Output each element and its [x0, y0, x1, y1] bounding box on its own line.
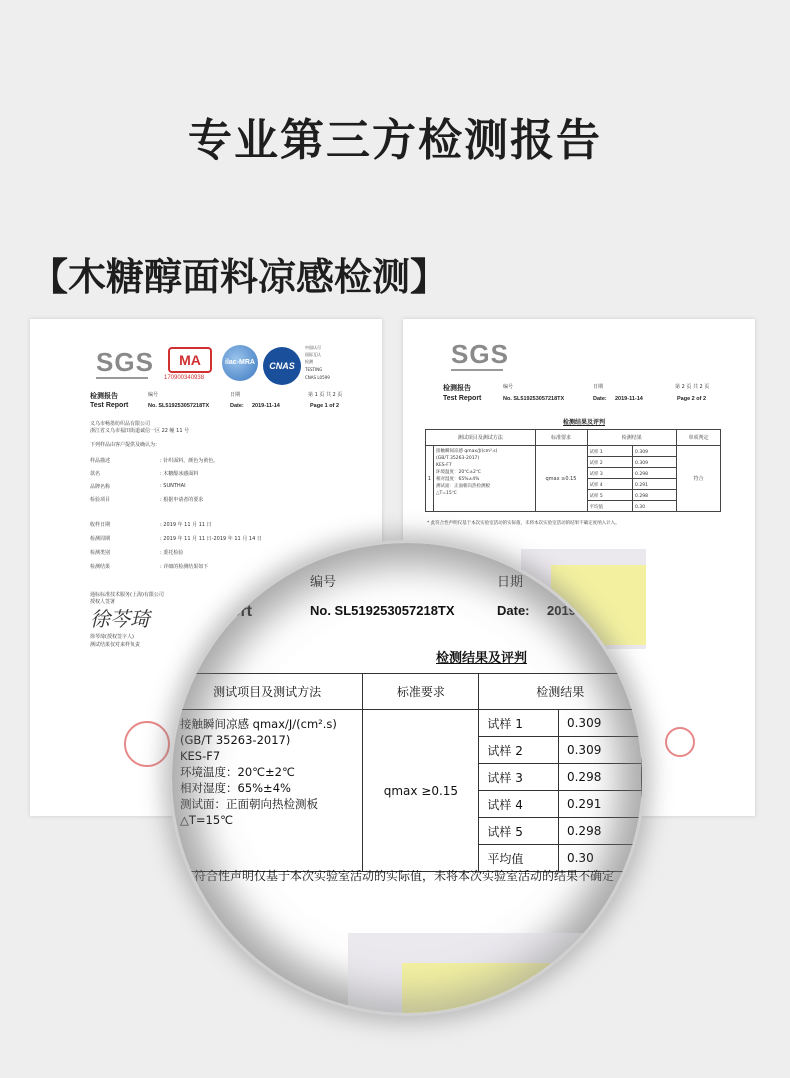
cnas-caption-3: 检测	[305, 359, 313, 364]
mag-report-number: No. SL519253057218TX	[310, 603, 455, 618]
report-label-en: Test Report	[90, 402, 129, 409]
judge-value: 符合	[693, 476, 704, 482]
cnas-caption-5: CNAS L0599	[305, 375, 330, 380]
mag-col-item: 测试项目及测试方法	[172, 674, 363, 710]
field-value: : 详细的检测结果如下	[160, 564, 209, 570]
sgs-logo: SGS	[451, 339, 509, 369]
mag-sample-value: 0.298	[558, 764, 641, 791]
field-value: : SUNTHAI	[160, 483, 186, 489]
mag-date-label: Date:	[497, 603, 530, 618]
sample-label: 试样 1	[589, 449, 603, 455]
row-number: 1	[427, 476, 432, 482]
magnifier-lens	[172, 543, 642, 1013]
col-standard: 标准要求	[550, 435, 571, 441]
sign-name: 徐琴琦(授权签字人)	[90, 634, 134, 640]
sample-value: 0.309	[635, 460, 648, 466]
sign-company: 通标标准技术服务(上海)有限公司	[90, 592, 164, 598]
mag-method-line: 相对湿度：65%±4%	[180, 781, 291, 795]
sgs-logo-underline	[96, 377, 148, 379]
date-label-cn: 日期	[593, 384, 604, 390]
client-line-1: 义乌市畅墨纺织品有限公司	[90, 421, 151, 427]
mag-report-fragment: eport	[212, 603, 252, 620]
field-value: : 委托检验	[160, 550, 184, 556]
cnas-caption-4: TESTING	[305, 367, 323, 372]
field-label: 样品描述	[90, 458, 111, 464]
date-value: 2019-11-14	[252, 403, 280, 409]
method-line: △T=15℃	[436, 491, 457, 496]
results-table	[425, 429, 721, 512]
mag-no-label: 编号	[310, 575, 337, 590]
mag-results-table	[172, 673, 642, 872]
cnas-logo: CNAS	[263, 347, 301, 385]
mag-sample-label: 试样 5	[479, 818, 559, 845]
mag-sample-value: 0.30	[558, 845, 641, 872]
report-label-en: Test Report	[443, 395, 482, 402]
mag-sample-value: 0.298	[558, 818, 641, 845]
col-item: 测试项目及测试方法	[457, 435, 503, 441]
field-label: 检测结果	[90, 564, 111, 570]
date-label-cn: 日期	[230, 392, 241, 398]
sample-label: 试样 2	[589, 460, 603, 466]
mag-method-line: 测试面：正面朝向热检测板	[180, 797, 318, 811]
sample-label: 试样 3	[589, 471, 603, 477]
mag-sample-value: 0.309	[558, 710, 641, 737]
mag-sample-label: 试样 1	[479, 710, 559, 737]
field-label: 品牌名称	[90, 484, 111, 490]
report-label-cn: 检测报告	[90, 393, 118, 400]
page-cn: 第 2 页 共 2 页	[675, 384, 710, 390]
no-label: 编号	[148, 392, 159, 398]
report-number: No. SL519253057218TX	[148, 403, 210, 409]
mag-sample-label: 平均值	[479, 845, 559, 872]
method-line: 接触瞬间凉感 qmax/J/(cm².s)	[436, 449, 498, 454]
sgs-logo-underline	[451, 369, 503, 371]
date-label: Date:	[593, 396, 607, 402]
mag-sample-label: 试样 4	[479, 791, 559, 818]
client-line-2: 浙江省义乌市福田街道诚信一区 22 幢 11 号	[90, 428, 190, 434]
sample-label: 平均值	[589, 504, 603, 510]
red-stamp	[665, 727, 695, 757]
field-value: : 针织面料，颜色为黄色。	[160, 458, 219, 464]
cma-logo: MA	[168, 347, 212, 373]
mag-col-result: 检测结果	[479, 674, 642, 710]
sign-note: 测试结果仅对来样负责	[90, 642, 141, 648]
page-cn: 第 1 页 共 2 页	[308, 392, 343, 398]
mag-sample-label: 试样 3	[479, 764, 559, 791]
sgs-logo: SGS	[96, 347, 154, 377]
sample-label: 试样 4	[589, 482, 603, 488]
sample-value: 0.298	[635, 471, 648, 477]
col-result: 检测结果	[621, 435, 642, 441]
page-en: Page 1 of 2	[310, 403, 340, 409]
mag-col-standard: 标准要求	[363, 674, 479, 710]
signature: 徐芩琦	[90, 607, 150, 631]
ilac-logo: ilac-MRA	[222, 345, 258, 381]
main-title: 专业第三方检测报告	[188, 115, 602, 166]
mag-method-line: 环境温度：20℃±2℃	[180, 765, 295, 779]
sample-label: 试样 5	[589, 493, 603, 499]
note-line: 下列样品由客户提供及确认为：	[90, 442, 161, 448]
mag-sample-value: 0.309	[558, 737, 641, 764]
mag-sample-label: 试样 2	[479, 737, 559, 764]
field-value: : 木糖醇冰感面料	[160, 471, 199, 477]
mag-method-line: (GB/T 35263-2017)	[180, 733, 291, 747]
mag-method-line: △T=15℃	[180, 813, 234, 827]
red-stamp	[124, 721, 170, 767]
report-label-cn: 检测报告	[443, 385, 471, 392]
sample-value: 0.309	[635, 449, 648, 455]
method-line: (GB/T 35263-2017)	[436, 456, 480, 461]
field-value: : 根据申请者的要求	[160, 497, 204, 503]
field-label: 收样日期	[90, 522, 111, 528]
cnas-caption-1: 中国认可	[305, 345, 321, 350]
mag-method-line: KES-F7	[180, 749, 221, 763]
sign-role: 授权人签署	[90, 599, 116, 605]
mag-results-title: 检测结果及评判	[436, 651, 528, 666]
field-label: 检测周期	[90, 536, 111, 542]
mag-method-line: 接触瞬间凉感 qmax/J/(cm².s)	[180, 717, 337, 731]
mag-standard-value: qmax ≥0.15	[363, 710, 479, 872]
mag-fabric-sample	[402, 963, 632, 1013]
date-label: Date:	[230, 403, 244, 409]
field-label: 检测类别	[90, 550, 111, 556]
field-label: 检验项目	[90, 497, 111, 503]
cnas-caption-2: 国际互认	[305, 352, 321, 357]
method-line: 环境温度：20℃±2℃	[436, 470, 481, 475]
field-label: 款名	[90, 471, 101, 477]
sample-value: 0.30	[635, 504, 646, 510]
results-title: 检测结果及评判	[563, 420, 606, 426]
section-title: 【木糖醇面料凉感检测】	[30, 255, 449, 299]
method-line: 相对湿度：65%±4%	[436, 477, 480, 482]
col-judge: 单项判定	[688, 435, 709, 441]
mag-date-label-cn: 日期	[497, 575, 524, 590]
mag-footnote: 符合性声明仅基于本次实验室活动的实际值，未将本次实验室活动的结果不确定	[194, 869, 615, 883]
footnote: * 此符合性声明仅基于本次实验室活动的实际值，未将本次实验室活动的结果不确定度纳入计入。	[427, 521, 620, 526]
field-value: : 2019 年 11 月 11 日-2019 年 11 月 14 日	[160, 536, 262, 542]
cma-number: 170900340938	[164, 375, 205, 381]
sample-value: 0.298	[635, 493, 648, 499]
report-number: No. SL519253057218TX	[503, 396, 565, 402]
sample-value: 0.291	[635, 482, 648, 488]
standard-value: qmax ≥0.15	[545, 476, 577, 482]
method-line: KES-F7	[436, 463, 452, 468]
mag-date-value: 2019-1	[547, 603, 588, 618]
page-en: Page 2 of 2	[677, 396, 707, 402]
mag-sample-value: 0.291	[558, 791, 641, 818]
method-line: 测试面：正面朝向热检测板	[436, 484, 490, 489]
date-value: 2019-11-14	[615, 396, 643, 402]
no-label: 编号	[503, 384, 514, 390]
field-value: : 2019 年 11 月 11 日	[160, 522, 212, 528]
